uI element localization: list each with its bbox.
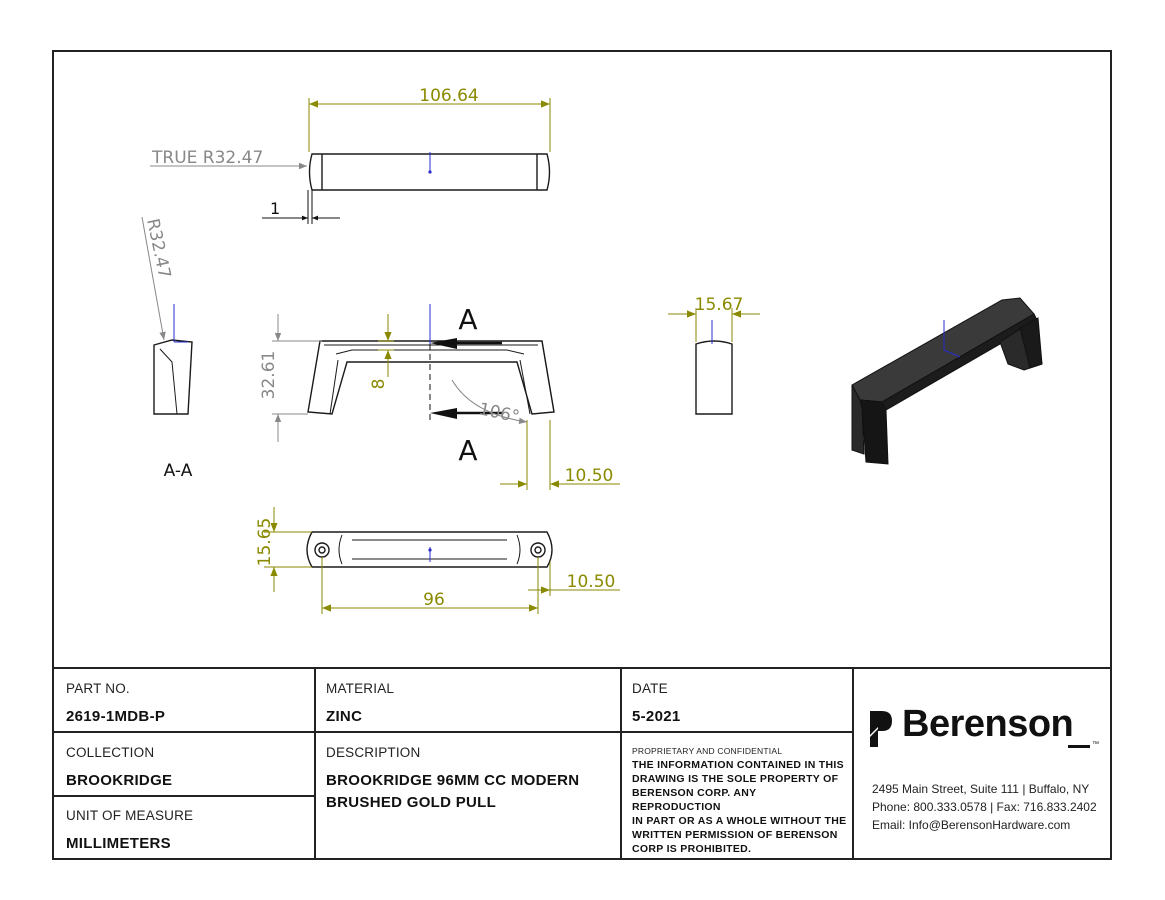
- section-cut-line: [430, 303, 502, 467]
- brand-underline: [1068, 745, 1090, 748]
- isometric-view: [852, 298, 1042, 464]
- top-view: [310, 152, 550, 190]
- dim-angle: 106°: [476, 399, 522, 428]
- dim-foot-right: 10.50: [564, 466, 614, 486]
- part-no-label: PART NO.: [66, 681, 130, 696]
- angle-dimension: [452, 380, 527, 427]
- notice-line: IN PART OR AS A WHOLE WITHOUT THE: [632, 815, 847, 827]
- thickness-dimension: [369, 314, 394, 389]
- confidential-heading: PROPRIETARY AND CONFIDENTIAL: [632, 746, 783, 756]
- material-label: MATERIAL: [326, 681, 395, 696]
- dim-thickness: 8: [369, 378, 389, 390]
- technical-drawing: [54, 52, 1112, 668]
- section-marker-top: A: [458, 303, 478, 336]
- notice-line: WRITTEN PERMISSION OF BERENSON: [632, 829, 838, 841]
- notice-line: CORP IS PROHIBITED.: [632, 843, 752, 855]
- dim-height: 32.61: [259, 350, 279, 400]
- top-width-dimension: [309, 86, 550, 152]
- description-label: DESCRIPTION: [326, 745, 421, 760]
- title-block: [54, 667, 1110, 860]
- notice-line: BERENSON CORP. ANY REPRODUCTION: [632, 787, 757, 813]
- dim-foot-right-bottom: 10.50: [566, 572, 616, 592]
- trademark: ™: [1092, 741, 1099, 748]
- company-email: Email: Info@BerensonHardware.com: [872, 818, 1071, 832]
- offset-dimension: [262, 190, 340, 224]
- side-width-dimension: [668, 295, 760, 342]
- section-marker-bottom: A: [458, 434, 478, 467]
- dim-offset: 1: [270, 199, 281, 218]
- true-radius-callout: [150, 148, 307, 168]
- dim-true-radius: TRUE R32.47: [152, 148, 264, 168]
- collection-value: BROOKRIDGE: [66, 772, 173, 789]
- material-value: ZINC: [326, 708, 363, 725]
- description-line-1: BROOKRIDGE 96MM CC MODERN: [326, 772, 580, 789]
- center-to-center-dimension: [322, 557, 538, 614]
- bottom-view: [307, 532, 552, 567]
- notice-line: THE INFORMATION CONTAINED IN THIS: [632, 759, 844, 771]
- section-view: [154, 304, 192, 414]
- section-radius-callout: [142, 217, 174, 340]
- height-dimension: [259, 314, 322, 442]
- berenson-mark-icon: [868, 709, 894, 749]
- bottom-height-dimension: [255, 507, 312, 592]
- dim-section-radius: R32.47: [142, 216, 175, 281]
- date-label: DATE: [632, 681, 668, 696]
- dim-front-width: 15.67: [694, 295, 744, 315]
- date-value: 5-2021: [632, 708, 681, 725]
- company-name: Berenson: [902, 703, 1074, 745]
- dim-center-to-center: 96: [423, 590, 445, 610]
- section-label: A-A: [163, 461, 193, 481]
- notice-line: DRAWING IS THE SOLE PROPERTY OF: [632, 773, 839, 785]
- company-phone: Phone: 800.333.0578 | Fax: 716.833.2402: [872, 800, 1097, 814]
- company-logo: [868, 705, 1100, 753]
- side-view: [696, 320, 732, 414]
- dim-bottom-height: 15.65: [255, 517, 275, 567]
- drawing-sheet: [52, 50, 1112, 860]
- collection-label: COLLECTION: [66, 745, 155, 760]
- part-no-value: 2619-1MDB-P: [66, 708, 166, 725]
- unit-label: UNIT OF MEASURE: [66, 808, 194, 823]
- dim-top-width: 106.64: [419, 86, 479, 106]
- description-line-2: BRUSHED GOLD PULL: [326, 794, 497, 811]
- foot-dimension: [500, 420, 620, 490]
- unit-value: MILLIMETERS: [66, 835, 171, 852]
- company-address: 2495 Main Street, Suite 111 | Buffalo, NY: [872, 782, 1090, 796]
- front-view: [308, 341, 554, 414]
- confidential-notice: [632, 758, 847, 856]
